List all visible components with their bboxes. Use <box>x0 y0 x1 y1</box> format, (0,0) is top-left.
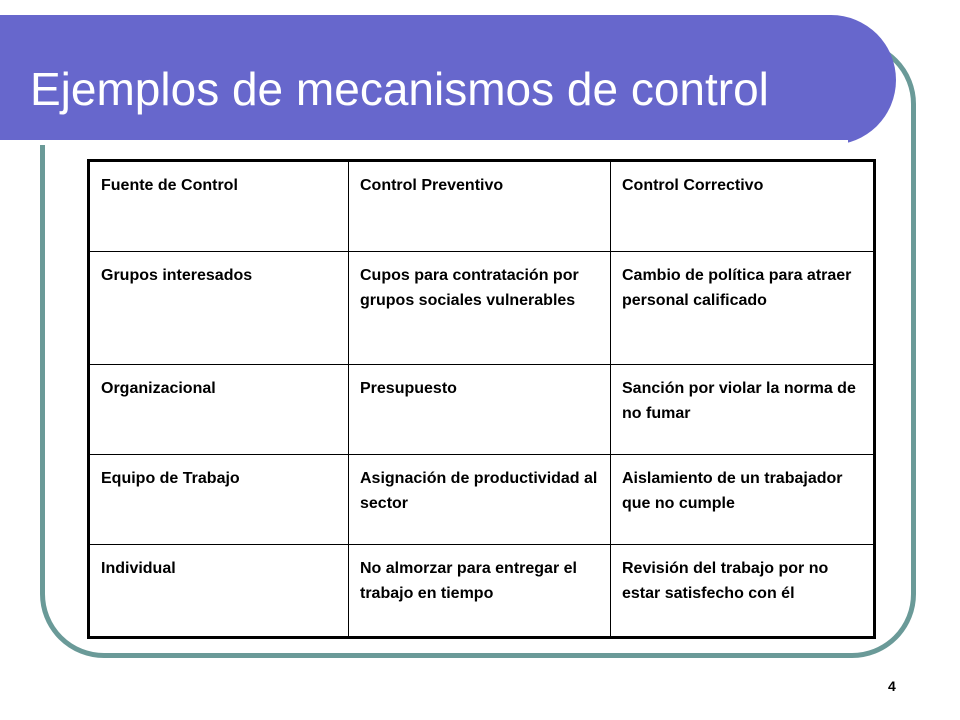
table-cell-corrective: Cambio de política para atraer personal calificado <box>611 252 875 365</box>
controls-table <box>87 159 876 639</box>
table-cell-corrective: Revisión del trabajo por no estar satisfecho con él <box>611 545 875 638</box>
table-cell-preventive: Asignación de productividad al sector <box>349 455 611 545</box>
controls-table-container <box>87 159 876 639</box>
table-cell-source: Equipo de Trabajo <box>89 455 349 545</box>
table-row <box>89 455 875 545</box>
table-cell-corrective: Aislamiento de un trabajador que no cumple <box>611 455 875 545</box>
title-underline <box>0 140 848 145</box>
table-header-row <box>89 161 875 252</box>
table-row <box>89 365 875 455</box>
header-cell-preventive: Control Preventivo <box>349 161 611 252</box>
table-cell-source: Organizacional <box>89 365 349 455</box>
header-cell-corrective: Control Correctivo <box>611 161 875 252</box>
table-cell-preventive: Cupos para contratación por grupos sociales vulnerables <box>349 252 611 365</box>
table-cell-source: Individual <box>89 545 349 638</box>
table-row <box>89 545 875 638</box>
title-bar <box>0 15 896 145</box>
table-cell-preventive: No almorzar para entregar el trabajo en tiempo <box>349 545 611 638</box>
header-cell-source: Fuente de Control <box>89 161 349 252</box>
table-row <box>89 252 875 365</box>
page-number: 4 <box>888 678 896 694</box>
table-cell-corrective: Sanción por violar la norma de no fumar <box>611 365 875 455</box>
slide-title: Ejemplos de mecanismos de control <box>30 63 769 115</box>
table-cell-source: Grupos interesados <box>89 252 349 365</box>
table-cell-preventive: Presupuesto <box>349 365 611 455</box>
